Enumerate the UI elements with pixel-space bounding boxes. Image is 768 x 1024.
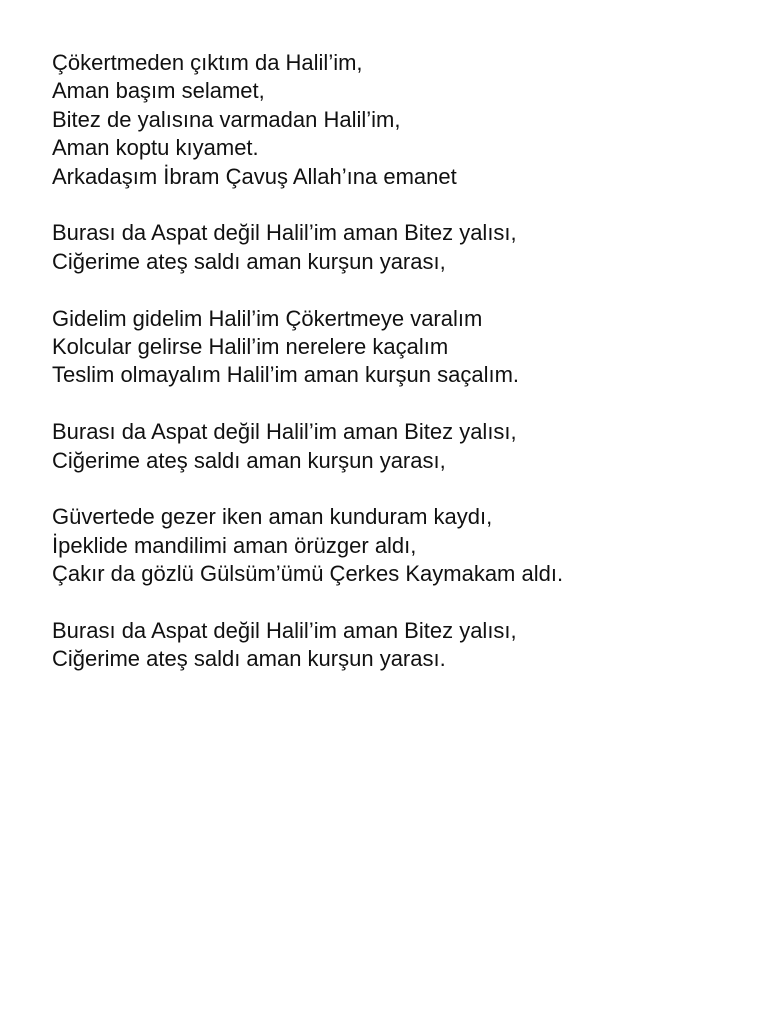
lyric-line: Teslim olmayalım Halil’im aman kurşun saçalım.	[52, 362, 520, 388]
lyrics-document	[52, 49, 752, 702]
lyric-line: Gidelim gidelim Halil’im Çökertmeye varalım	[52, 305, 483, 331]
lyric-line: Çökertmeden çıktım da Halil’im,	[52, 50, 363, 75]
lyric-line: Arkadaşım İbram Çavuş Allah’ına emanet	[52, 163, 457, 189]
lyric-line: Aman başım selamet,	[52, 78, 265, 104]
lyric-line: Burası da Aspat değil Halil’im aman Bitez yalısı,	[52, 419, 517, 445]
lyric-line: Aman koptu kıyamet.	[52, 135, 259, 161]
stanza-5	[52, 503, 752, 588]
lyric-line: Ciğerime ateş saldı aman kurşun yarası,	[52, 248, 446, 274]
lyric-line: Kolcular gelirse Halil’im nerelere kaçalım	[52, 334, 449, 360]
lyric-line: Güvertede gezer iken aman kunduram kaydı,	[52, 504, 493, 530]
lyric-line: Bitez de yalısına varmadan Halil’im,	[52, 106, 401, 132]
stanza-2-chorus	[52, 219, 752, 276]
stanza-4-chorus	[52, 418, 752, 475]
stanza-6-chorus	[52, 617, 752, 674]
lyric-line: Burası da Aspat değil Halil’im aman Bitez yalısı,	[52, 618, 517, 644]
lyric-line: Burası da Aspat değil Halil’im aman Bitez yalısı,	[52, 220, 517, 246]
lyric-line: Çakır da gözlü Gülsüm’ümü Çerkes Kaymakam aldı.	[52, 561, 564, 587]
lyric-line: Ciğerime ateş saldı aman kurşun yarası.	[52, 646, 446, 672]
stanza-1	[52, 49, 752, 191]
lyric-line: İpeklide mandilimi aman örüzger aldı,	[52, 532, 417, 558]
lyric-line: Ciğerime ateş saldı aman kurşun yarası,	[52, 447, 446, 473]
stanza-3	[52, 305, 752, 390]
